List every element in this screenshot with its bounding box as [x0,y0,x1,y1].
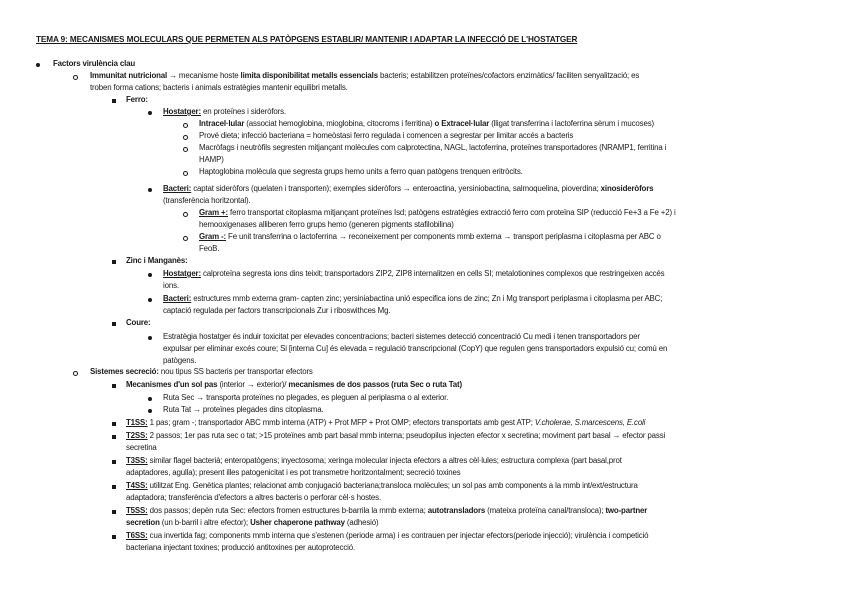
text-line: adaptadores, agulla); present illes patogenicitat i es pot transmetre horitzontalment; secreció toxines [126,468,461,477]
text-line: Hostatger: calproteïna segresta ions dins teixit; transportadors ZIP2, ZIP8 internalitzen en cells SI; metalotionines complexos que restringeixen accés [163,269,665,278]
subheading-zinc: Zinc i Manganès: [126,256,188,265]
section-heading: Factors virulència clau [53,59,136,68]
bullet-square [112,510,116,514]
text-line: captació regulada per factors transcripcionals Zur i riboswithces Mg. [163,306,391,315]
bullet-circle [183,212,188,217]
text-line: T4SS: utilitzat Eng. Genètica plantes; relacionat amb conjugació bacteriana;transloca molècules; un sol pas amb components a la mmb int/ext/estructura [126,481,638,490]
text-line: Prové dieta; infecció bacteriana = homeòstasi ferro regulada i comencen a segrestar per limitar accés a bacteris [199,131,574,140]
bullet-square [112,435,116,439]
text-line: expulsar per eliminar excés coure; Si [interna Cu] és elevada = regulació transcripcional (CopY) que regulen gens transportadors expulsió cu; comú en [163,344,668,353]
bullet-circle [183,147,188,152]
bullet-square [112,260,116,264]
text-line: HAMP) [199,155,224,164]
bullet-circle [183,171,188,176]
subheading-coure: Coure: [126,318,151,327]
bullet-disc [148,298,152,302]
text-line: Bacteri: estructures mmb externa gram- capten zinc; yersiniabactina unió especifica ions de zinc; Zn i Mg transport periplasma i citoplasma per ABC; [163,294,663,303]
text-line: Gram +: ferro transportat citoplasma mitjançant proteïnes Isd; patògens estratègies extracció ferro com proteïna SIP (reducció Fe+3 a Fe +2) i [199,208,676,217]
bullet-disc [36,63,40,67]
bullet-square [112,460,116,464]
bullet-disc [148,397,152,401]
subheading-ferro: Ferro: [126,95,148,104]
bullet-disc [148,273,152,277]
text-line: T3SS: similar flagel bacterià; enteropatògens; inyectosoma; xeringa molecular injecta efectors a altres cèl·lules; estructura complexa (part basal,prot [126,456,622,465]
text-line: (transferència horitzontal). [163,196,251,205]
text-line: Ruta Tat → proteïnes plegades dins citoplasma. [163,405,324,414]
text-line: T2SS: 2 passos; 1er pas ruta sec o tat; >15 proteïnes amb part basal mmb interna; pseudopilus injecten efector x secretina; moviment part basal → efector passi [126,431,666,440]
text-line: Mecanismes d'un sol pas (interior → exterior)/ mecanismes de dos passos (ruta Sec o ruta Tat) [126,380,462,389]
text-line: Intracel·lular (associat hemoglobina, mioglobina, citocroms i ferritina) o Extracel·lular (lligat transferrina i lactoferrina sèrum i mucoses) [199,119,654,128]
bullet-disc [148,336,152,340]
text-line: hemooxigenases alliberen ferro grups hemo (generen pigments stafilobilina) [199,220,454,229]
bullet-square [112,99,116,103]
text-line: Sistemes secreció: nou tipus SS bacteris per transportar efectors [90,367,313,376]
text-line: T1SS: 1 pas; gram -; transportador ABC mmb interna (ATP) + Prot MFP + Prot OMP; efectors transportats amb gest ATP; V.cholerae, S.marcescens, E.coli [126,418,646,427]
text-line: FeoB. [199,244,220,253]
text-line: Ruta Sec → transporta proteïnes no plegades, es pleguen al periplasma o al exterior. [163,393,449,402]
text-line: Bacteri: captat sideròfors (quelaten i transporten); exemples sideròfors → enteroactina, yersiniobactina, salmoquelina, pioverdina; xinosideròfors [163,184,654,193]
text-line: T6SS: cua invertida fag; components mmb interna que s'estenen (periode arma) i es contrauen per injectar efectors(periode injecció); virulència i competició [126,531,649,540]
text-line: adaptadora; transferència d'efectors a altres bacteris o perforar cèl·s hostes. [126,493,382,502]
bullet-square [112,384,116,388]
bullet-disc [148,111,152,115]
text-line: secretion (un b-barril i altre efector); Usher chaperone pathway (adhesió) [126,518,379,527]
bullet-circle [183,123,188,128]
bullet-circle [73,75,78,80]
text-line: T5SS: dos passos; depèn ruta Sec: efectors fromen estructures b-barrila la mmb externa; autotransladors (mateixa proteïna canal/transloca); two-partner [126,506,648,515]
page-title: TEMA 9: MECANISMES MOLECULARS QUE PERMETEN ALS PATÒPGENS ESTABLIR/ MANTENIR I ADAPTAR LA INFECCIÓ DE L'HOSTATGER [36,35,578,44]
bullet-disc [148,409,152,413]
bullet-square [112,422,116,426]
text-line: patògens. [163,356,197,365]
bullet-disc [148,188,152,192]
text-line: ions. [163,281,179,290]
bullet-circle [183,236,188,241]
text-line: Macròfags i neutròfils segresten mitjançant molècules com calprotectina, NAGL, lactoferrina, proteïnes transportadores (NRAMP1, ferritina i [199,143,667,152]
text-line: Immunitat nutricional → mecanisme hoste limita disponibilitat metalls essencials bacteris; estabilitzen proteïnes/cofactors enzimàtics/ faciliten senyalització; es [90,71,640,80]
text-line: Haptoglobina molècula que segresta grups hemo units a ferro quan patògens trenquen eritròcits. [199,167,523,176]
text-line: Gram -: Fe unit transferrina o lactoferrina → reconeixement per components mmb externa → transport periplasma i citoplasma per ABC o [199,232,661,241]
bullet-circle [73,371,78,376]
text-line: bacteriana injectant toxines; producció antitoxines per autoprotecció. [126,543,355,552]
bullet-square [112,535,116,539]
text-line: Hostatger: en proteïnes i sideròfors. [163,107,286,116]
text-line: troben forma cations; bacteris i animals estratègies mantenir equilibri metalls. [90,83,348,92]
text-line: secretina [126,443,157,452]
bullet-square [112,322,116,326]
text-line: Estratègia hostatger és induir toxicitat per elevades concentracions; bacteri sistemes detecció concentració Cu medi i tenen transportadors per [163,332,640,341]
bullet-circle [183,135,188,140]
bullet-square [112,485,116,489]
